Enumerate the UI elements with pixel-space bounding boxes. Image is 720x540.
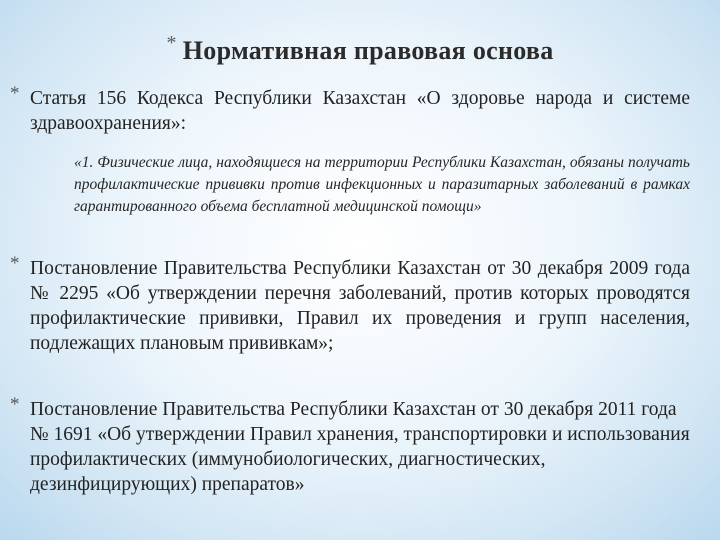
page-title-row: [0, 32, 720, 66]
bullet-star: *: [10, 394, 20, 415]
list-item-text: Постановление Правительства Республики Казахстан от 30 декабря 2011 года № 1691 «Об утверждении Правил хранения, транспортировки и использования профилактических (иммунобиологических, диагностических, дезинфицирующих) препаратов»: [30, 399, 690, 495]
article-quote: [28, 152, 690, 218]
bullet-star: *: [10, 83, 20, 104]
list-item-text: Статья 156 Кодекса Республики Казахстан «О здоровье народа и системе здравоохранения»:: [30, 88, 690, 134]
list-item-resolution-2295: [10, 253, 690, 356]
list-item-text: Постановление Правительства Республики Казахстан от 30 декабря 2009 года № 2295 «Об утверждении перечня заболеваний, против которых проводятся профилактические прививки, Правил их проведения и групп населения, подлежащих плановым прививкам»;: [30, 258, 690, 354]
bullet-star: *: [10, 253, 20, 274]
list-item-article-156: [10, 83, 690, 136]
list-item-resolution-1691: [10, 394, 690, 497]
page-title: Нормативная правовая основа: [182, 36, 554, 65]
article-quote-text: «1. Физические лица, находящиеся на территории Республики Казахстан, обязаны получать профилактические прививки против инфекционных и паразитарных заболеваний в рамках гарантированного объема бесплатной медицинской помощи»: [74, 154, 690, 215]
title-bullet: *: [166, 32, 177, 54]
